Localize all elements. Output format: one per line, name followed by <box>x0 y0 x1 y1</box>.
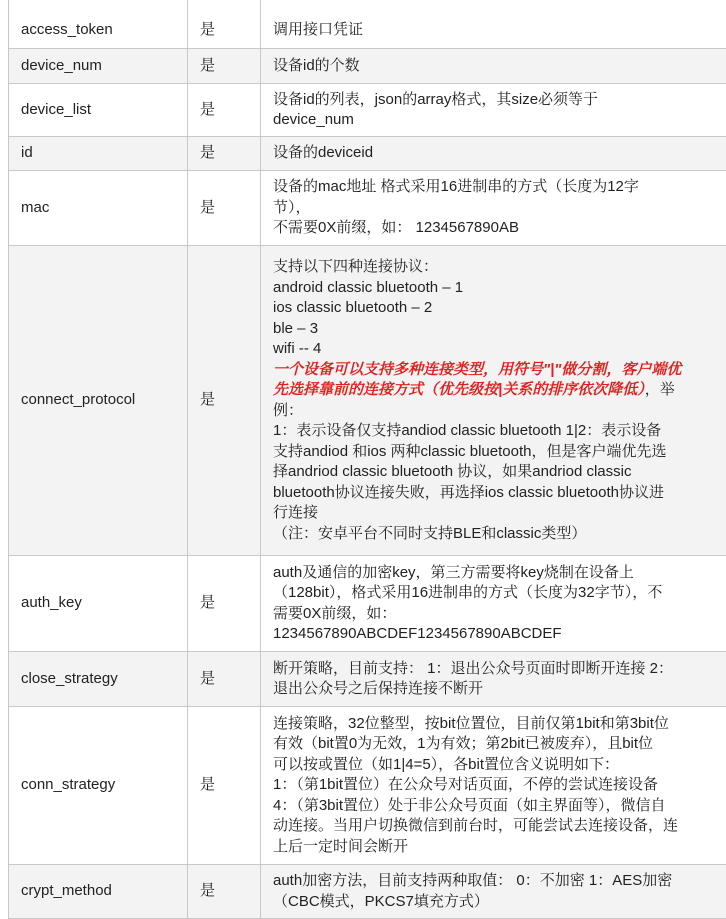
description-line: 设备id的列表，json的array格式，其size必须等于 <box>273 90 726 111</box>
param-required: 是 <box>188 84 261 137</box>
param-required: 是 <box>188 652 261 707</box>
description-line: 退出公众号之后保持连接不断开 <box>273 679 726 700</box>
param-description <box>261 707 726 865</box>
description-line: device_num <box>273 110 726 131</box>
param-description <box>261 137 726 171</box>
description-line: auth加密方法，目前支持两种取值： 0：不加密 1：AES加密 <box>273 871 726 892</box>
description-line: bluetooth协议连接失败，再选择ios classic bluetooth协议进 <box>273 483 726 504</box>
param-required: 是 <box>188 865 261 919</box>
description-line: 可以按或置位（如1|4=5），各bit置位含义说明如下： <box>273 755 726 776</box>
description-line: 连接策略，32位整型，按bit位置位，目前仅第1bit和第3bit位 <box>273 714 726 735</box>
highlighted-note-line: 一个设备可以支持多种连接类型，用符号"|"做分割，客户端优 <box>273 360 726 381</box>
table-row <box>9 137 726 171</box>
table-row <box>9 49 726 84</box>
table-row <box>9 246 726 556</box>
param-required: 是 <box>188 49 261 84</box>
description-line: android classic bluetooth – 1 <box>273 278 726 299</box>
table-row <box>9 0 726 49</box>
param-name: auth_key <box>9 556 188 652</box>
description-line: （CBC模式，PKCS7填充方式） <box>273 892 726 913</box>
param-name: conn_strategy <box>9 707 188 865</box>
description-line: 支持以下四种连接协议： <box>273 257 726 278</box>
description-line: 调用接口凭证 <box>273 20 726 41</box>
param-description <box>261 246 726 556</box>
description-line: 例： <box>273 401 726 422</box>
description-line: wifi -- 4 <box>273 339 726 360</box>
description-line: 设备的mac地址 格式采用16进制串的方式（长度为12字 <box>273 177 726 198</box>
param-name: device_num <box>9 49 188 84</box>
description-line: 设备的deviceid <box>273 143 726 164</box>
description-line: ble – 3 <box>273 319 726 340</box>
param-required: 是 <box>188 556 261 652</box>
param-name: crypt_method <box>9 865 188 919</box>
table-row <box>9 652 726 707</box>
description-line <box>273 380 726 401</box>
param-required: 是 <box>188 246 261 556</box>
param-description <box>261 84 726 137</box>
param-name: close_strategy <box>9 652 188 707</box>
description-line: 1234567890ABCDEF1234567890ABCDEF <box>273 624 726 645</box>
description-line: 1：表示设备仅支持andiod classic bluetooth 1|2：表示设备 <box>273 421 726 442</box>
description-text: ，举 <box>645 381 675 398</box>
description-line: 1：（第1bit置位）在公众号对话页面，不停的尝试连接设备 <box>273 775 726 796</box>
highlighted-note-text: 先选择靠前的连接方式（优先级按|关系的排序依次降低） <box>273 381 645 398</box>
description-line: （注：安卓平台不同时支持BLE和classic类型） <box>273 524 726 545</box>
param-description <box>261 865 726 919</box>
param-required: 是 <box>188 0 261 49</box>
description-line: 需要0X前缀，如： <box>273 604 726 625</box>
description-line: auth及通信的加密key，第三方需要将key烧制在设备上 <box>273 563 726 584</box>
param-required: 是 <box>188 137 261 171</box>
description-line: 择andriod classic bluetooth 协议，如果andriod classic <box>273 462 726 483</box>
description-line: 动连接。当用户切换微信到前台时，可能尝试去连接设备，连 <box>273 816 726 837</box>
table-row <box>9 556 726 652</box>
description-line: （128bit），格式采用16进制串的方式（长度为32字节），不 <box>273 583 726 604</box>
param-description <box>261 171 726 246</box>
table-row <box>9 865 726 919</box>
description-line: 不需要0X前缀，如： 1234567890AB <box>273 218 726 239</box>
param-name: id <box>9 137 188 171</box>
parameter-table <box>8 0 726 919</box>
table-row <box>9 84 726 137</box>
table-row <box>9 707 726 865</box>
param-description <box>261 0 726 49</box>
description-line: 节）， <box>273 198 726 219</box>
param-required: 是 <box>188 171 261 246</box>
param-description <box>261 652 726 707</box>
table-row <box>9 171 726 246</box>
param-name: access_token <box>9 0 188 49</box>
parameter-table-body <box>9 0 726 919</box>
description-line: 上后一定时间会断开 <box>273 837 726 858</box>
description-line: 设备id的个数 <box>273 56 726 77</box>
description-line: 行连接 <box>273 503 726 524</box>
description-line: 断开策略，目前支持： 1：退出公众号页面时即断开连接 2： <box>273 659 726 680</box>
description-line: 支持andiod 和ios 两种classic bluetooth，但是客户端优先选 <box>273 442 726 463</box>
param-description <box>261 556 726 652</box>
description-line: 4：（第3bit置位）处于非公众号页面（如主界面等），微信自 <box>273 796 726 817</box>
param-name: connect_protocol <box>9 246 188 556</box>
param-name: mac <box>9 171 188 246</box>
param-description <box>261 49 726 84</box>
description-line: 有效（bit置0为无效，1为有效；第2bit已被废弃），且bit位 <box>273 734 726 755</box>
param-name: device_list <box>9 84 188 137</box>
param-required: 是 <box>188 707 261 865</box>
description-line: ios classic bluetooth – 2 <box>273 298 726 319</box>
